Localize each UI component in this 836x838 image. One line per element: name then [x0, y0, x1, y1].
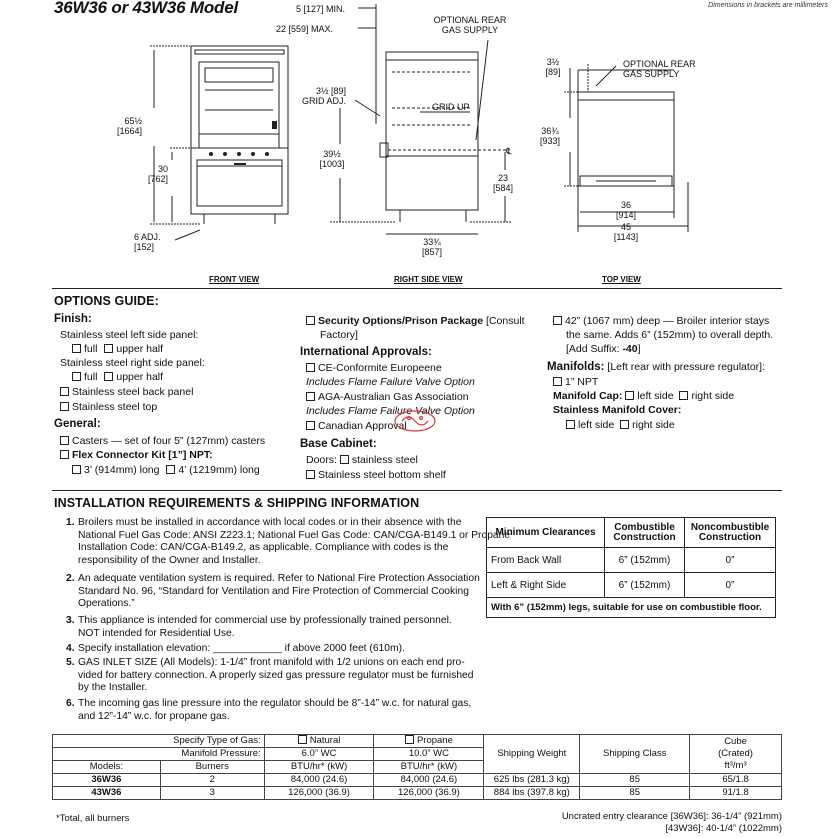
shipping-weight-header: Shipping Weight — [484, 735, 580, 774]
front-view-drawing — [150, 46, 288, 240]
side-centerline-dim: 23 [584] — [492, 173, 514, 193]
flame-note-1: Includes Flame Failure Valve Option — [306, 376, 475, 388]
natural-checkbox[interactable] — [298, 735, 307, 744]
install-note: 1. Broilers must be installed in accordance with local codes or in their absence with the National Fuel Gas Code: ANSI Z223.1; National Fuel Gas Code: CAN/CGA-B149.1 or Propane Installation Code: CAN/CGA-B149.2, as applicable. Compliance with codes is the responsibility of the Owner and Installer. — [66, 517, 511, 566]
finish-heading: Finish: — [54, 313, 92, 325]
options-heading: OPTIONS GUIDE: — [54, 294, 159, 308]
flex-4ft-checkbox[interactable] — [166, 465, 175, 474]
top-option: Stainless steel top — [60, 400, 157, 414]
install-note: 3. This appliance is intended for commercial use by professionally trained personnel. NOT intended for Residential Use. — [66, 615, 452, 639]
combustible-header: Combustible Construction — [605, 518, 685, 548]
deep-option: 42” (1067 mm) deep — Broiler interior stays — [553, 314, 769, 328]
spec-table: Specify Type of Gas: Natural Propane Shipping Weight Shipping Class Cube (Crated) ft³/m³ Manifold Pressure: 6.0” WC 10.0” WC Models: Burners BTU/hr* (kW) BTU/hr* (kW) 36W36 2 84,000 (24.6) 84,000 (24.6) 625 lbs (281.3 kg) 85 65/1.8 43W36 3 126,000 (36.9) 126,000 (36.9) 884 lbs (397.8 kg) 85 91/1.8 — [52, 734, 782, 800]
cube-header: Cube (Crated) ft³/m³ — [690, 735, 782, 774]
divider — [52, 288, 782, 289]
install-note: 4. Specify installation elevation: ____________ if above 2000 feet (610m). — [66, 643, 405, 654]
shipping-class-header: Shipping Class — [580, 735, 690, 774]
install-note: 6. The incoming gas line pressure into the regulator should be 8”-14” w.c. for natural gas, and 12”-14” w.c. for propane gas. — [66, 698, 472, 722]
clearances-table — [486, 517, 776, 618]
left-panel-label: Stainless steel left side panel: — [60, 329, 199, 341]
front-mid-dim: 30 [762] — [147, 164, 168, 184]
manifold-cover-option: left side right side — [566, 418, 675, 432]
right-full-checkbox[interactable] — [72, 372, 81, 381]
side-rear-gas: OPTIONAL REAR GAS SUPPLY — [433, 15, 507, 35]
pressure-label: Manifold Pressure: — [53, 748, 265, 761]
canadian-option: Canadian Approval — [306, 419, 407, 433]
gas-type-label: Specify Type of Gas: — [53, 735, 265, 748]
noncombustible-header: Noncombustible Construction — [685, 518, 776, 548]
aga-option: AGA-Australian Gas Association — [306, 390, 469, 404]
casters-option: Casters — set of four 5” (127mm) casters — [60, 434, 265, 448]
side-height-dim: 39½ [1003] — [319, 149, 345, 169]
spec-footnote: *Total, all burners — [56, 813, 130, 824]
shelf-checkbox[interactable] — [306, 470, 315, 479]
front-view-knobs — [209, 121, 277, 165]
front-view-label: FRONT VIEW — [209, 275, 260, 284]
cover-right-checkbox[interactable] — [620, 420, 629, 429]
table-row: 36W36 2 84,000 (24.6) 84,000 (24.6) 625 lbs (281.3 kg) 85 65/1.8 — [53, 774, 782, 787]
install-note: 2. An adequate ventilation system is required. Refer to National Fire Protection Association Standard No. 96, “Standard for Ventilation and Fire Protection of Commercial Cooking Operations.” — [66, 573, 480, 610]
left-upper-half-checkbox[interactable] — [104, 344, 113, 353]
table-row: From Back Wall 6” (152mm) 0” — [487, 548, 776, 573]
top-rear-gas: OPTIONAL REAR GAS SUPPLY — [623, 59, 696, 79]
right-upper-half-checkbox[interactable] — [104, 372, 113, 381]
install-note: 5. GAS INLET SIZE (All Models): 1-1/4” front manifold with 1/2 unions on each end pro- vided for battery connection. A properly sized gas pressure regulator must be furnished by the Installer. — [66, 657, 474, 694]
cap-left-checkbox[interactable] — [625, 391, 634, 400]
side-min-dim: 5 [127] MIN. — [296, 4, 346, 14]
flex-3ft-checkbox[interactable] — [72, 465, 81, 474]
side-grid-up: GRID UP — [432, 102, 470, 112]
flex-option: Flex Connector Kit [1”] NPT: — [60, 448, 213, 462]
install-heading: INSTALLATION REQUIREMENTS & SHIPPING INFORMATION — [54, 496, 420, 510]
table-row: Left & Right Side 6” (152mm) 0” — [487, 573, 776, 598]
canadian-checkbox[interactable] — [306, 421, 315, 430]
flex-length-options: 3’ (914mm) long 4’ (1219mm) long — [72, 463, 260, 477]
manifolds-line: Manifolds: [Left rear with pressure regulator]: — [547, 361, 765, 373]
approval-stamp-icon — [392, 408, 438, 434]
side-max-dim: 22 [559] MAX. — [276, 24, 334, 34]
deep-checkbox[interactable] — [553, 316, 562, 325]
approvals-heading: International Approvals: — [300, 346, 432, 358]
top-depth-dim: 36¾ [933] — [539, 126, 561, 146]
general-heading: General: — [54, 418, 101, 430]
front-height-dim: 65½ [1664] — [116, 116, 142, 136]
security-checkbox[interactable] — [306, 316, 315, 325]
security-option: Security Options/Prison Package [Consult — [306, 314, 525, 328]
doors-option: Doors: stainless steel — [306, 454, 418, 466]
divider — [52, 490, 782, 491]
security-factory: Factory] — [320, 329, 358, 341]
top-width-dim: 36 [914] — [615, 200, 637, 220]
casters-checkbox[interactable] — [60, 436, 69, 445]
page-title: 36W36 or 43W36 Model — [54, 0, 239, 17]
flame-note-2: Includes Flame Failure Valve Option — [306, 405, 475, 417]
right-panel-options: full upper half — [72, 370, 163, 384]
left-full-checkbox[interactable] — [72, 344, 81, 353]
side-view-drawing — [330, 4, 512, 234]
aga-checkbox[interactable] — [306, 392, 315, 401]
manifold-cover-label: Stainless Manifold Cover: — [553, 404, 682, 416]
clearances-footnote: With 6” (152mm) legs, suitable for use on combustible floor. — [487, 598, 776, 618]
base-heading: Base Cabinet: — [300, 438, 377, 450]
top-view-label: TOP VIEW — [602, 275, 641, 284]
side-grid-adj-dim: 3½ [89] GRID ADJ. — [301, 86, 346, 106]
flex-checkbox[interactable] — [60, 450, 69, 459]
side-view-label: RIGHT SIDE VIEW — [394, 275, 463, 284]
top-width2-dim: 45 [1143] — [613, 222, 639, 242]
right-panel-label: Stainless steel right side panel: — [60, 357, 205, 369]
npt-checkbox[interactable] — [553, 377, 562, 386]
ce-option: CE-Conformite Europeene — [306, 361, 442, 375]
deep-line-3: [Add Suffix: -40] — [566, 343, 641, 355]
back-panel-option: Stainless steel back panel — [60, 385, 193, 399]
top-offset-dim: 3½ [89] — [545, 57, 561, 77]
side-depth-dim: 33¾ [857] — [421, 237, 443, 257]
back-panel-checkbox[interactable] — [60, 387, 69, 396]
units-note: Dimensions in brackets are millimeters — [708, 2, 828, 9]
cap-right-checkbox[interactable] — [679, 391, 688, 400]
doors-ss-checkbox[interactable] — [340, 455, 349, 464]
cover-left-checkbox[interactable] — [566, 420, 575, 429]
clearances-header: Minimum Clearances — [487, 518, 605, 548]
side-centerline-symbol: ℄ — [506, 146, 512, 156]
ce-checkbox[interactable] — [306, 363, 315, 372]
left-panel-options: full upper half — [72, 342, 163, 356]
uncrated-clearance: Uncrated entry clearance [36W36]: 36-1/4” (921mm) [43W36]: 40-1/4” (1022mm) — [561, 811, 782, 834]
manifold-cap-option: Manifold Cap: left side right side — [553, 390, 735, 402]
natural-option: Natural — [264, 735, 374, 748]
npt-option: 1” NPT — [553, 375, 598, 389]
table-row: 43W36 3 126,000 (36.9) 126,000 (36.9) 884 lbs (397.8 kg) 85 91/1.8 — [53, 787, 782, 800]
shelf-option: Stainless steel bottom shelf — [306, 468, 446, 482]
top-checkbox[interactable] — [60, 402, 69, 411]
propane-checkbox[interactable] — [405, 735, 414, 744]
propane-option: Propane — [374, 735, 484, 748]
deep-line-2: the same. Adds 6” (152mm) to overall depth. — [566, 329, 774, 341]
front-legs-dim: 6 ADJ. [152] — [134, 232, 161, 252]
